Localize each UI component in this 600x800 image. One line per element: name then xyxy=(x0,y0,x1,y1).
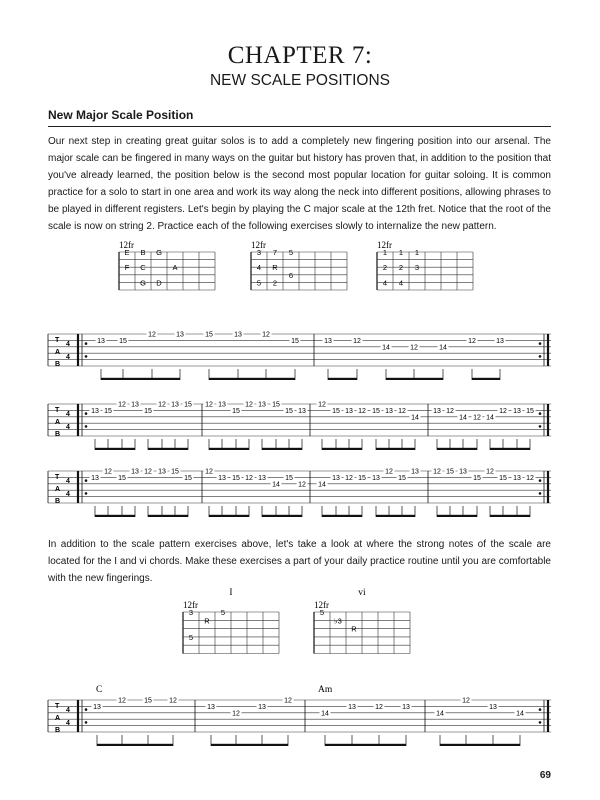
tab-clef-b: B xyxy=(55,498,61,505)
note-beam xyxy=(322,448,362,450)
scale-diagram-note: 6 xyxy=(288,270,294,280)
fret-number: 12 xyxy=(148,331,156,339)
scale-diagram-note: 4 xyxy=(382,278,388,288)
note-beam xyxy=(490,448,530,450)
page-number: 69 xyxy=(539,770,551,781)
chord-diagram-note: 5 xyxy=(220,608,226,617)
fret-number: 13 xyxy=(218,475,226,482)
fret-number: 14 xyxy=(459,414,467,422)
fret-number: 14 xyxy=(318,481,326,489)
fret-number: 15 xyxy=(104,408,112,415)
scale-diagram-note: 5 xyxy=(256,278,262,288)
scale-diagram-note: 4 xyxy=(398,278,404,288)
note-beam xyxy=(95,448,135,450)
scale-diagram-note: E xyxy=(124,248,130,257)
time-signature-top: 4 xyxy=(66,341,70,348)
chord-diagram-title: vi xyxy=(358,588,366,598)
scale-diagram-note: G xyxy=(156,248,162,257)
fret-number: 12 xyxy=(118,401,126,409)
section-heading: New Major Scale Position xyxy=(48,108,194,122)
fret-number: 13 xyxy=(324,338,332,345)
note-beam xyxy=(328,378,357,380)
fret-number: 13 xyxy=(459,468,467,476)
scale-diagram-note: B xyxy=(140,248,146,257)
time-signature-top: 4 xyxy=(66,411,70,418)
scale-diagram-note: 1 xyxy=(382,248,388,257)
fret-number: 13 xyxy=(258,475,266,482)
repeat-dot xyxy=(539,492,542,495)
scale-diagram-note: 3 xyxy=(256,248,262,257)
scale-diagram-note: 2 xyxy=(272,278,278,288)
fret-number: 15 xyxy=(184,401,192,409)
chapter-subtitle: NEW SCALE POSITIONS xyxy=(209,72,390,89)
fret-number: 15 xyxy=(184,475,192,482)
fret-number: 14 xyxy=(439,344,447,352)
fret-number: 12 xyxy=(486,468,494,476)
repeat-dot xyxy=(539,342,542,345)
fret-number: 12 xyxy=(375,704,383,711)
fret-number: 13 xyxy=(91,475,99,482)
fret-number: 13 xyxy=(496,338,504,345)
fret-number: 15 xyxy=(332,408,340,415)
fret-number: 12 xyxy=(345,475,353,482)
fret-number: 12 xyxy=(298,481,306,489)
fret-number: 13 xyxy=(176,331,184,339)
fret-number: 15 xyxy=(398,475,406,482)
chord-diagram-note: R xyxy=(204,616,210,626)
tab-clef-a: A xyxy=(55,715,61,722)
fret-number: 15 xyxy=(205,331,213,339)
fret-number: 14 xyxy=(411,414,419,422)
fret-number: 13 xyxy=(348,704,356,711)
fret-number: 15 xyxy=(118,475,126,482)
fret-number: 12 xyxy=(232,710,240,718)
scale-diagram-note: D xyxy=(156,278,162,288)
tab-clef-t: T xyxy=(55,407,60,414)
fret-number: 13 xyxy=(332,475,340,482)
fret-number: 14 xyxy=(436,710,444,718)
scale-diagram-note: 2 xyxy=(382,263,388,273)
fret-number: 12 xyxy=(262,331,270,339)
time-signature-bottom: 4 xyxy=(66,424,70,431)
fret-number: 12 xyxy=(118,697,126,705)
fret-number: 12 xyxy=(169,697,177,705)
chord-diagram-title: I xyxy=(229,588,233,598)
fret-number: 13 xyxy=(131,468,139,476)
chord-symbol: C xyxy=(96,685,103,695)
note-beam xyxy=(325,744,406,746)
repeat-dot xyxy=(539,708,542,711)
note-beam xyxy=(211,744,288,746)
fret-number: 13 xyxy=(513,408,521,415)
repeat-dot xyxy=(85,492,88,495)
fret-number: 12 xyxy=(385,468,393,476)
fret-label: 12fr xyxy=(251,240,266,250)
tab-clef-b: B xyxy=(55,431,61,438)
fret-number: 12 xyxy=(499,408,507,415)
note-beam xyxy=(322,515,362,517)
fret-number: 13 xyxy=(158,468,166,476)
repeat-dot xyxy=(85,479,88,482)
fret-number: 13 xyxy=(171,401,179,409)
fret-number: 15 xyxy=(119,338,127,345)
fret-number: 14 xyxy=(516,710,524,718)
fret-number: 15 xyxy=(526,408,534,415)
repeat-dot xyxy=(539,479,542,482)
repeat-dot xyxy=(85,412,88,415)
scale-diagram-note: G xyxy=(140,278,146,288)
fret-number: 13 xyxy=(258,704,266,711)
fret-number: 14 xyxy=(382,344,390,352)
repeat-dot xyxy=(539,721,542,724)
tab-clef-b: B xyxy=(55,727,61,734)
repeat-dot xyxy=(539,425,542,428)
fret-number: 13 xyxy=(93,704,101,711)
scale-diagram-note: 1 xyxy=(398,248,404,257)
chapter-title: CHAPTER 7: xyxy=(227,42,373,69)
fret-number: 13 xyxy=(411,468,419,476)
repeat-dot xyxy=(85,342,88,345)
fret-number: 15 xyxy=(358,475,366,482)
chord-diagram-note: 5 xyxy=(188,632,194,642)
tab-clef-a: A xyxy=(55,486,61,493)
fret-number: 12 xyxy=(104,468,112,476)
fret-number: 13 xyxy=(97,338,105,345)
note-beam xyxy=(386,378,443,380)
repeat-dot xyxy=(85,425,88,428)
fret-number: 13 xyxy=(402,704,410,711)
fret-number: 12 xyxy=(526,475,534,482)
chord-symbol: Am xyxy=(318,685,333,695)
fret-number: 13 xyxy=(91,408,99,415)
chord-diagram-note: ♭3 xyxy=(334,616,342,626)
note-beam xyxy=(437,515,477,517)
tab-clef-a: A xyxy=(55,419,61,426)
scale-diagram-note: R xyxy=(272,263,278,273)
note-beam xyxy=(97,744,173,746)
fret-number: 13 xyxy=(513,475,521,482)
note-beam xyxy=(262,448,302,450)
fret-number: 15 xyxy=(285,408,293,415)
fret-number: 15 xyxy=(144,697,152,705)
chord-diagram-note: R xyxy=(351,624,357,634)
scale-diagram-note: 2 xyxy=(398,263,404,273)
scale-diagram-note: C xyxy=(140,263,146,273)
note-beam xyxy=(95,515,135,517)
tab-clef-t: T xyxy=(55,337,60,344)
repeat-dot xyxy=(85,721,88,724)
note-beam xyxy=(148,515,188,517)
fret-number: 12 xyxy=(245,401,253,409)
fret-number: 12 xyxy=(358,408,366,415)
fret-number: 13 xyxy=(433,408,441,415)
fret-number: 15 xyxy=(473,475,481,482)
fret-number: 15 xyxy=(171,468,179,476)
time-signature-bottom: 4 xyxy=(66,720,70,727)
chords-paragraph: In addition to the scale pattern exercises above, let's take a look at where the strong notes of the scale are located for the I and vi chords. Make these exercises a part of your daily practice routine until you are comfortable with the new fingerings. xyxy=(48,539,551,584)
fret-number: 12 xyxy=(462,697,470,705)
tab-clef-t: T xyxy=(55,474,60,481)
note-beam xyxy=(209,515,249,517)
note-beam xyxy=(148,448,188,450)
fret-number: 13 xyxy=(489,704,497,711)
scale-diagram-note: 3 xyxy=(414,263,420,273)
fret-number: 13 xyxy=(385,408,393,415)
fret-number: 13 xyxy=(131,401,139,409)
repeat-dot xyxy=(539,355,542,358)
fret-number: 15 xyxy=(232,408,240,415)
fret-number: 12 xyxy=(318,401,326,409)
repeat-dot xyxy=(85,355,88,358)
scale-diagram-note: 1 xyxy=(414,248,420,257)
scale-diagram-note: 4 xyxy=(256,263,262,273)
fret-number: 12 xyxy=(158,401,166,409)
fret-number: 15 xyxy=(272,401,280,409)
fret-number: 14 xyxy=(486,414,494,422)
fret-number: 12 xyxy=(473,414,481,422)
fret-number: 12 xyxy=(398,408,406,415)
fret-number: 15 xyxy=(499,475,507,482)
scale-diagram-note: A xyxy=(172,263,178,273)
tab-clef-t: T xyxy=(55,703,60,710)
fret-number: 15 xyxy=(285,475,293,482)
fret-label: 12fr xyxy=(183,600,198,610)
fret-number: 13 xyxy=(345,408,353,415)
note-beam xyxy=(101,378,180,380)
tab-clef-b: B xyxy=(55,361,61,368)
time-signature-bottom: 4 xyxy=(66,354,70,361)
fret-number: 12 xyxy=(433,468,441,476)
fret-number: 15 xyxy=(232,475,240,482)
fret-number: 12 xyxy=(410,344,418,352)
fret-number: 14 xyxy=(321,710,329,718)
fret-number: 13 xyxy=(258,401,266,409)
fret-number: 15 xyxy=(144,408,152,415)
fret-number: 12 xyxy=(245,475,253,482)
time-signature-top: 4 xyxy=(66,478,70,485)
note-beam xyxy=(262,515,302,517)
note-beam xyxy=(490,515,530,517)
fret-number: 13 xyxy=(298,408,306,415)
fret-number: 13 xyxy=(372,475,380,482)
note-beam xyxy=(209,448,249,450)
repeat-dot xyxy=(85,708,88,711)
fret-number: 13 xyxy=(218,401,226,409)
fret-label: 12fr xyxy=(119,240,134,250)
fret-number: 15 xyxy=(372,408,380,415)
note-beam xyxy=(376,515,415,517)
fret-number: 12 xyxy=(205,468,213,476)
note-beam xyxy=(472,378,500,380)
scale-diagram-note: 7 xyxy=(272,248,278,257)
intro-paragraph: Our next step in creating great guitar solos is to add a completely new fingering position into our arsenal. The major scale can be fingered in many ways on the guitar but history has proven that, in addition to the position that you've already learned, the position below is the second most popular location for guitar soloing. It is common practice for a solo to start in one area and work its way along the neck into different positions, allowing phrases to be played in different registers. Let's begin by playing the C major scale at the 12th fret. Notice that the root of the scale is now on string 2. Practice each of the following exercises slowly to internalize the new pattern. xyxy=(48,136,551,232)
time-signature-bottom: 4 xyxy=(66,491,70,498)
fret-label: 12fr xyxy=(314,600,329,610)
chord-diagram-note: 3 xyxy=(188,608,194,617)
fret-number: 12 xyxy=(284,697,292,705)
scale-diagram-note: 5 xyxy=(288,248,294,257)
fret-number: 12 xyxy=(446,408,454,415)
fret-number: 13 xyxy=(207,704,215,711)
tab-clef-a: A xyxy=(55,349,61,356)
fret-label: 12fr xyxy=(377,240,392,250)
fret-number: 12 xyxy=(205,401,213,409)
fret-number: 14 xyxy=(272,481,280,489)
fret-number: 13 xyxy=(234,331,242,339)
fret-number: 12 xyxy=(353,338,361,345)
scale-diagram-note: F xyxy=(124,263,130,273)
fret-number: 15 xyxy=(291,338,299,345)
time-signature-top: 4 xyxy=(66,707,70,714)
note-beam xyxy=(437,448,477,450)
note-beam xyxy=(440,744,520,746)
fret-number: 12 xyxy=(468,338,476,345)
chord-diagram-note: 5 xyxy=(319,608,325,617)
note-beam xyxy=(376,448,415,450)
note-beam xyxy=(209,378,295,380)
fret-number: 12 xyxy=(144,468,152,476)
repeat-dot xyxy=(539,412,542,415)
fret-number: 15 xyxy=(446,468,454,476)
